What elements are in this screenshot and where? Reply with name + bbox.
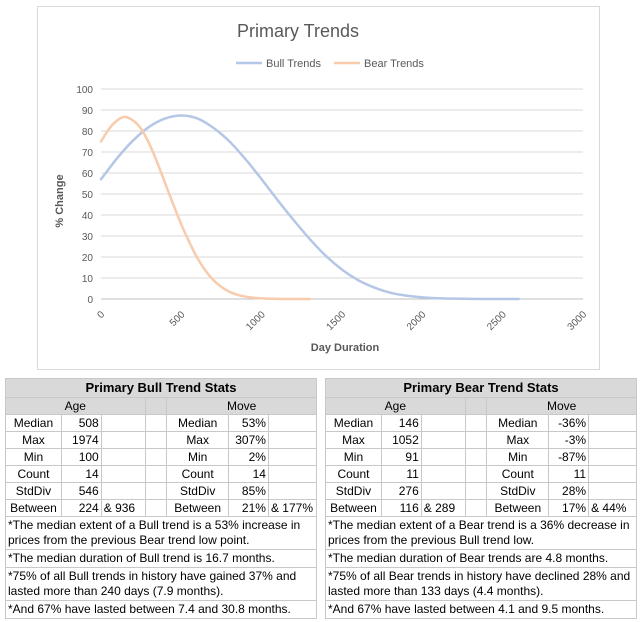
y-tick-label: 60 <box>81 169 93 180</box>
bull-spacer-cell <box>145 500 167 517</box>
series-line-bear <box>101 117 310 299</box>
bear-cell-age: 1052 <box>381 432 421 449</box>
bear-cell-age-extra <box>421 466 465 483</box>
bull-cell-age: 546 <box>61 483 101 500</box>
legend-label: Bull Trends <box>266 58 322 70</box>
x-tick-label: 3000 <box>565 309 590 333</box>
bull-cell-move: 21% <box>229 500 269 517</box>
bull-stats-notes <box>6 517 317 619</box>
y-tick-label: 0 <box>87 295 93 306</box>
bear-stats-rows <box>326 415 637 517</box>
bull-cell-age-extra <box>101 466 145 483</box>
bear-cell-label2: Max <box>487 432 549 449</box>
bear-cell-label2: StdDiv <box>487 483 549 500</box>
trend-chart <box>38 7 601 371</box>
y-tick-label: 90 <box>81 106 93 117</box>
x-tick-label: 0 <box>95 309 108 322</box>
bear-spacer-cell <box>465 432 487 449</box>
bull-stats-row <box>6 415 317 432</box>
bull-stats-row <box>6 483 317 500</box>
bear-cell-age-extra <box>421 483 465 500</box>
bull-cell-age-extra <box>101 432 145 449</box>
bear-cell-move-extra: & 44% <box>589 500 637 517</box>
x-axis-label: Day Duration <box>310 342 380 354</box>
bull-cell-label: Between <box>6 500 62 517</box>
bull-age-header: Age <box>6 398 146 415</box>
bear-cell-label2: Count <box>487 466 549 483</box>
bull-stats-row <box>6 432 317 449</box>
bull-cell-move-extra: & 177% <box>268 500 316 517</box>
bull-cell-move: 307% <box>229 432 269 449</box>
x-tick-label: 1000 <box>244 309 268 333</box>
y-axis-label: % Change <box>54 174 66 228</box>
bear-cell-move-extra <box>589 483 637 500</box>
y-axis-ticks <box>76 85 93 306</box>
bear-cell-label: Min <box>326 449 382 466</box>
bear-cell-label2: Median <box>487 415 549 432</box>
bear-cell-move-extra <box>589 466 637 483</box>
bull-cell-label: Min <box>6 449 62 466</box>
y-tick-label: 100 <box>76 85 93 96</box>
bear-cell-age-extra <box>421 449 465 466</box>
bear-stats-row <box>326 483 637 500</box>
y-tick-label: 30 <box>81 232 93 243</box>
bull-cell-move: 2% <box>229 449 269 466</box>
bull-note-row <box>6 601 317 619</box>
bull-cell-label: Max <box>6 432 62 449</box>
bull-spacer-cell <box>145 466 167 483</box>
y-tick-label: 20 <box>81 253 93 264</box>
bear-cell-move: -36% <box>549 415 589 432</box>
bear-cell-label: Count <box>326 466 382 483</box>
bull-cell-move-extra <box>268 466 316 483</box>
legend-label: Bear Trends <box>364 58 424 70</box>
bear-cell-label: Max <box>326 432 382 449</box>
bull-cell-age: 508 <box>61 415 101 432</box>
y-tick-label: 70 <box>81 148 93 159</box>
bull-stats-row <box>6 449 317 466</box>
bull-cell-label: StdDiv <box>6 483 62 500</box>
bull-cell-move: 53% <box>229 415 269 432</box>
y-tick-label: 80 <box>81 127 93 138</box>
bear-cell-move-extra <box>589 449 637 466</box>
bull-note-row <box>6 550 317 568</box>
bull-note: *And 67% have lasted between 7.4 and 30.8 months. <box>6 601 317 619</box>
bull-cell-move-extra <box>268 415 316 432</box>
bear-stats-row <box>326 432 637 449</box>
bear-spacer-cell <box>465 415 487 432</box>
bear-cell-move-extra <box>589 415 637 432</box>
bull-note-row <box>6 568 317 601</box>
bull-cell-move-extra <box>268 483 316 500</box>
bull-stats-rows <box>6 415 317 517</box>
bull-cell-age-extra <box>101 415 145 432</box>
series-line-bull <box>101 115 519 299</box>
bear-cell-label: Between <box>326 500 382 517</box>
bull-cell-label2: StdDiv <box>167 483 229 500</box>
bear-cell-age: 91 <box>381 449 421 466</box>
bear-cell-label2: Min <box>487 449 549 466</box>
bear-note: *The median duration of Bear trends are 4.8 months. <box>326 550 637 568</box>
x-tick-label: 1500 <box>324 309 349 333</box>
bear-stats-row <box>326 466 637 483</box>
bear-note-row <box>326 601 637 619</box>
bear-cell-age: 11 <box>381 466 421 483</box>
bull-cell-move-extra <box>268 449 316 466</box>
bear-cell-label2: Between <box>487 500 549 517</box>
bear-cell-age: 146 <box>381 415 421 432</box>
bear-cell-label: StdDiv <box>326 483 382 500</box>
y-tick-label: 50 <box>81 190 93 201</box>
bear-note: *The median extent of a Bear trend is a 36% decrease in prices from the previous Bull trend low. <box>326 517 637 550</box>
bull-stats-title: Primary Bull Trend Stats <box>6 379 317 398</box>
bull-cell-age: 14 <box>61 466 101 483</box>
bear-note: *75% of all Bear trends in history have declined 28% and lasted more than 133 days (4.4 months). <box>326 568 637 601</box>
bear-stats-row <box>326 415 637 432</box>
bull-cell-label2: Between <box>167 500 229 517</box>
bear-spacer-cell <box>465 500 487 517</box>
bear-stats-notes <box>326 517 637 619</box>
bull-note: *75% of all Bull trends in history have gained 37% and lasted more than 240 days (7.9 months). <box>6 568 317 601</box>
bull-cell-label2: Min <box>167 449 229 466</box>
bear-note-row <box>326 550 637 568</box>
bear-stats-table <box>325 378 637 619</box>
bear-note-row <box>326 517 637 550</box>
bear-cell-age-extra <box>421 415 465 432</box>
bull-cell-label2: Median <box>167 415 229 432</box>
bull-cell-label2: Count <box>167 466 229 483</box>
y-tick-label: 40 <box>81 211 93 222</box>
bear-cell-age-extra <box>421 432 465 449</box>
y-tick-label: 10 <box>81 274 93 285</box>
bear-cell-move: 17% <box>549 500 589 517</box>
bull-note: *The median duration of Bull trend is 16.7 months. <box>6 550 317 568</box>
bear-cell-label: Median <box>326 415 382 432</box>
bear-cell-age-extra: & 289 <box>421 500 465 517</box>
bull-spacer-cell <box>145 483 167 500</box>
bull-stats-table <box>5 378 317 619</box>
bear-note-row <box>326 568 637 601</box>
bear-stats-row <box>326 449 637 466</box>
bull-cell-age: 224 <box>61 500 101 517</box>
bear-cell-move: -87% <box>549 449 589 466</box>
bull-cell-label: Count <box>6 466 62 483</box>
bear-cell-move: 28% <box>549 483 589 500</box>
bear-cell-move: -3% <box>549 432 589 449</box>
bull-cell-move: 85% <box>229 483 269 500</box>
bull-cell-age-extra <box>101 449 145 466</box>
x-tick-label: 2000 <box>404 309 429 333</box>
bull-cell-age: 100 <box>61 449 101 466</box>
bull-cell-move: 14 <box>229 466 269 483</box>
bull-note-row <box>6 517 317 550</box>
bear-cell-move: 11 <box>549 466 589 483</box>
chart-panel <box>37 6 600 370</box>
bull-cell-label2: Max <box>167 432 229 449</box>
bear-cell-move-extra <box>589 432 637 449</box>
bull-spacer-cell <box>145 415 167 432</box>
bear-age-header: Age <box>326 398 466 415</box>
bear-cell-age: 276 <box>381 483 421 500</box>
bear-note: *And 67% have lasted between 4.1 and 9.5 months. <box>326 601 637 619</box>
bull-stats-row <box>6 500 317 517</box>
bull-stats-row <box>6 466 317 483</box>
chart-title: Primary Trends <box>236 21 360 41</box>
x-tick-label: 2500 <box>485 309 509 333</box>
bull-note: *The median extent of a Bull trend is a 53% increase in prices from the previous Bear trend low point. <box>6 517 317 550</box>
bull-spacer-cell <box>145 432 167 449</box>
bear-spacer-cell <box>465 466 487 483</box>
bull-cell-age: 1974 <box>61 432 101 449</box>
bear-cell-age: 116 <box>381 500 421 517</box>
bull-cell-move-extra <box>268 432 316 449</box>
bull-cell-age-extra: & 936 <box>101 500 145 517</box>
chart-grid <box>101 89 583 299</box>
x-tick-label: 500 <box>167 309 188 329</box>
bear-stats-title: Primary Bear Trend Stats <box>326 379 637 398</box>
bull-cell-label: Median <box>6 415 62 432</box>
bear-spacer-cell <box>465 449 487 466</box>
x-axis-ticks <box>95 309 589 333</box>
bear-move-header: Move <box>487 398 637 415</box>
chart-series <box>101 115 519 299</box>
bear-spacer-cell <box>465 483 487 500</box>
bull-spacer-cell <box>145 449 167 466</box>
bear-stats-row <box>326 500 637 517</box>
bull-move-header: Move <box>167 398 317 415</box>
bull-cell-age-extra <box>101 483 145 500</box>
chart-legend <box>236 58 424 70</box>
